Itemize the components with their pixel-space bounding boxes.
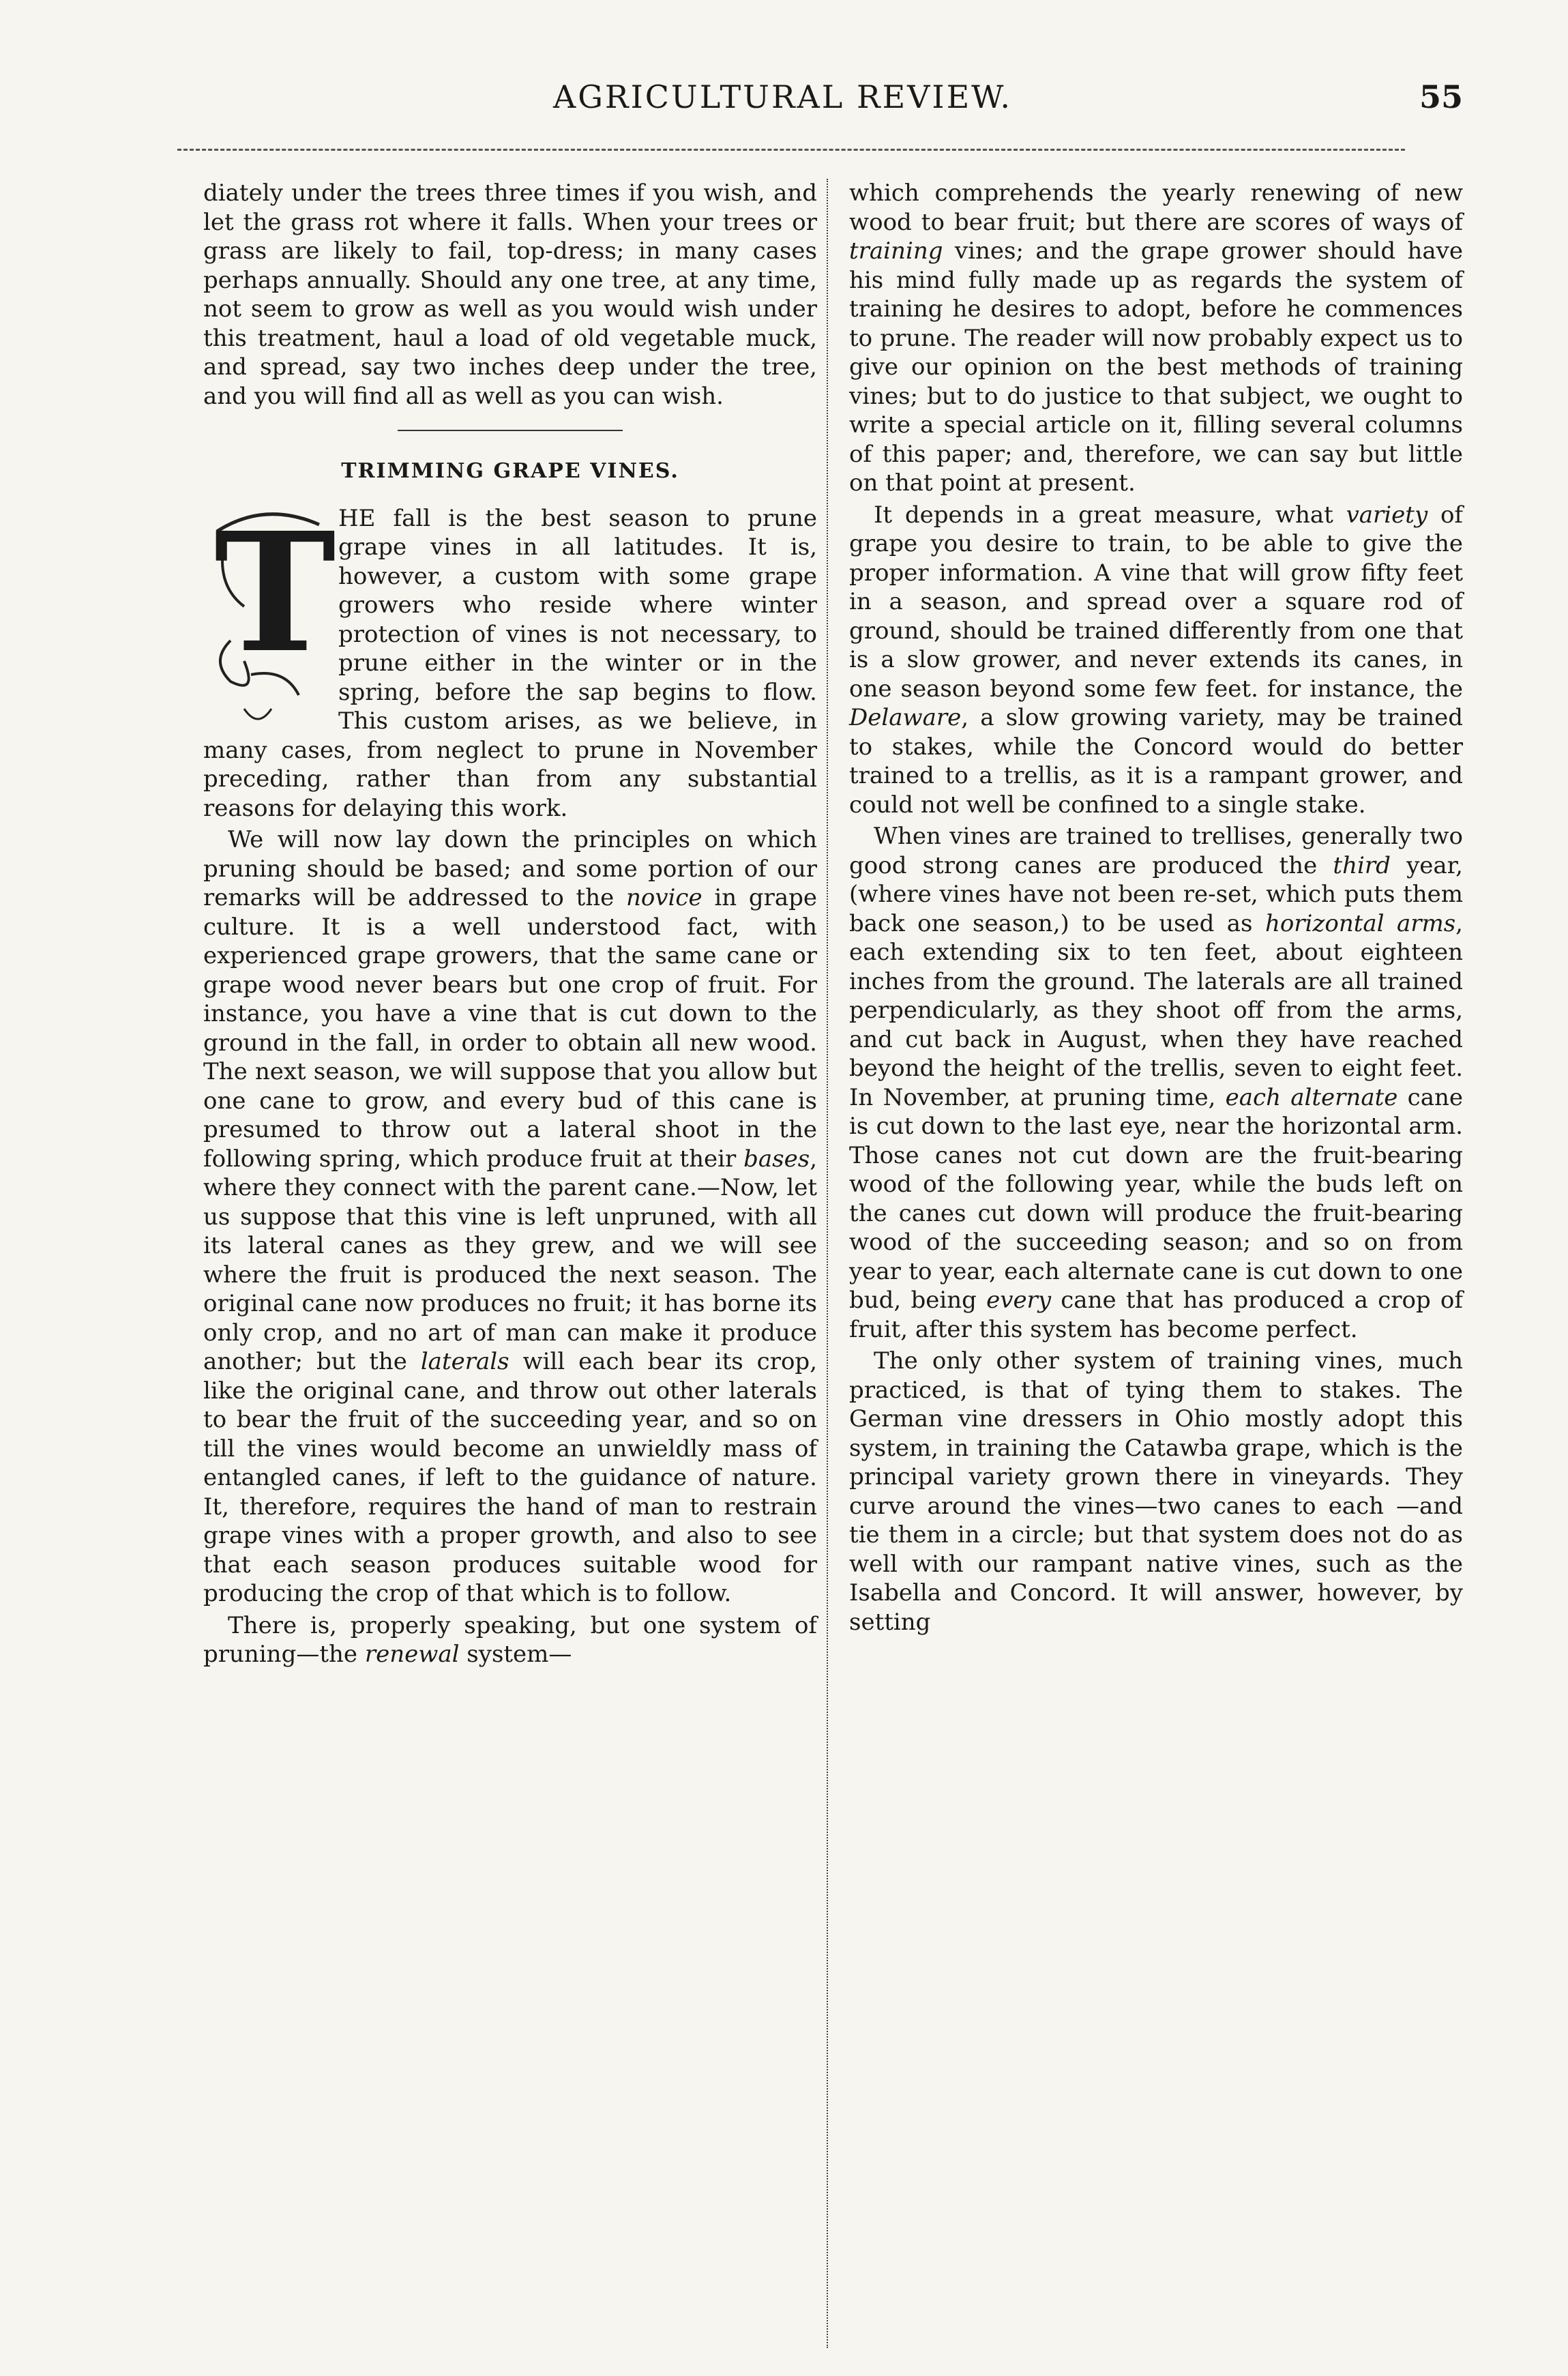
rp2-emphasis-alternate: each alternate	[1225, 1083, 1398, 1111]
rp2-emphasis-third: third	[1333, 851, 1391, 879]
rp2-emphasis-every: every	[986, 1287, 1052, 1314]
rp2-text-e: cane that has produced a crop of fruit, after this system has become perfect.	[849, 1287, 1463, 1343]
section-separator	[398, 430, 623, 431]
section-title: TRIMMING GRAPE VINES.	[341, 459, 679, 483]
paragraph-1	[203, 496, 817, 823]
rp2-text-b: year, (where vines have not been re-set, which puts them back one season,) to be used as	[849, 851, 1463, 937]
rp2-text-a: When vines are trained to trellises, generally two good strong canes are produced the	[849, 823, 1463, 879]
p2-emphasis-novice: novice	[625, 884, 702, 911]
rp0-emphasis-training: training	[849, 237, 943, 265]
right-paragraph-0	[849, 179, 1463, 498]
left-column	[203, 179, 817, 1672]
rp2-text-d: cane is cut down to the last eye, near the horizontal arm. Those canes not cut down are the fruit-bearing wood of the following year, while the buds left on the canes cut down will produce the fruit-bearing wood of the succeeding season; and so on from year to year, each alternate cane is cut down to one bud, being	[849, 1083, 1463, 1314]
p2-text-c: , where they connect with the parent cane.—Now, let us suppose that this vine is left unpruned, with all its lateral canes as they grew, and we will see where the fruit is produced the next season. The original cane now produces no fruit; it has borne its only crop, and no art of man can make it produce another; but the	[203, 1145, 817, 1375]
rp2-text-c: , each extending six to ten feet, about eighteen inches from the ground. The laterals are all trained perpendicularly, as they shoot off from the arms, and cut back in August, when they have reached beyond the height of the trellis, seven to eight feet. In November, at pruning time,	[849, 909, 1463, 1111]
right-paragraph-2	[849, 822, 1463, 1344]
header-rule	[177, 149, 1405, 151]
intro-paragraph: diately under the trees three times if you wish, and let the grass rot where it falls. When your trees or grass are likely to fail, top-dress; in many cases perhaps annually. Should any one tree, at any time, not seem to grow as well as you would wish under this treatment, haul a load of old vegetable muck, and spread, say two inches deep under the tree, and you will find all as well as you can wish.	[203, 179, 817, 410]
rp0-text-a: which comprehends the yearly renewing of new wood to bear fruit; but there are scores of ways of	[849, 179, 1463, 236]
rp1-text-c: , a slow growing variety, may be trained to stakes, while the Concord would do better trained to a trellis, as it is a rampant grower, and could not well be confined to a single stake.	[849, 704, 1463, 819]
p3-text-a: There is, properly speaking, but one system of pruning—the	[203, 1611, 817, 1668]
p2-text-b: in grape culture. It is a well understood fact, with experienced grape growers, that the same cane or grape wood never bears but one crop of fruit. For instance, you have a vine that is cut down to the ground in the fall, in order to obtain all new wood. The next season, we will suppose that you allow but one cane to grow, and every bud of this cane is presumed to throw out a lateral shoot in the following spring, which produce fruit at their	[203, 884, 818, 1173]
paragraph-1-text: HE fall is the best season to prune grape vines in all latitudes. It is, however, a custom with some grape growers who reside where winter protection of vines is not necessary, to prune either in the winter or in the spring, before the sap begins to flow. This custom arises, as we believe, in many cases, from neglect to prune in November preceding, rather than from any substantial reasons for delaying this work.	[203, 504, 817, 822]
p2-emphasis-bases: bases	[743, 1145, 810, 1173]
right-column	[849, 179, 1463, 1639]
rp1-emphasis-delaware: Delaware	[849, 704, 962, 731]
rp1-text-b: of grape you desire to train, to be able to give the proper information. A vine that will grow fifty feet in a season, and spread over a square rod of ground, should be trained differently from one that is a slow grower, and never extends its canes, in one season beyond some few feet. for instance, the	[849, 501, 1463, 703]
rp2-emphasis-arms: horizontal arms	[1264, 909, 1456, 937]
p2-text-a: We will now lay down the principles on which pruning should be based; and some portion of our remarks will be addressed to the	[203, 826, 817, 911]
right-paragraph-1	[849, 501, 1463, 820]
p3-text-b: system—	[459, 1641, 572, 1668]
p2-text-d: will each bear its crop, like the original cane, and throw out other laterals to bear the fruit of the succeeding year, and so on till the vines would become an unwieldly mass of entangled canes, if left to the guidance of nature. It, therefore, requires the hand of man to restrain grape vines with a proper growth, and also to see that each season produces suitable wood for producing the crop of that which is to follow.	[203, 1348, 817, 1607]
dropcap-letter: T	[214, 496, 336, 689]
right-paragraph-3: The only other system of training vines, much practiced, is that of tying them to stakes. The German vine dressers in Ohio mostly adopt this system, in training the Catawba grape, which is the principal variety grown there in vineyards. They curve around the vines—two canes to each —and tie them in a circle; but that system does not do as well with our rampant native vines, such as the Isabella and Concord. It will answer, however, by setting	[849, 1347, 1463, 1636]
page-number: 55	[1419, 78, 1463, 115]
paragraph-3	[203, 1611, 817, 1669]
paragraph-2	[203, 825, 817, 1609]
p3-emphasis-renewal: renewal	[364, 1641, 460, 1668]
ornamental-dropcap	[203, 496, 336, 729]
rp1-emphasis-variety: variety	[1346, 501, 1428, 529]
page-header	[102, 78, 1463, 126]
rp0-text-b: vines; and the grape grower should have his mind fully made up as regards the system of training he desires to adopt, before he commences to prune. The reader will now probably expect us to give our opinion on the best methods of training vines; but to do justice to that subject, we ought to write a special article on it, filling several columns of this paper; and, therefore, we can say but little on that point at present.	[849, 237, 1463, 497]
running-title: AGRICULTURAL REVIEW.	[552, 78, 1013, 115]
rp1-text-a: It depends in a great measure, what	[874, 501, 1346, 529]
column-divider	[827, 179, 828, 2348]
p2-emphasis-laterals: laterals	[420, 1348, 509, 1375]
